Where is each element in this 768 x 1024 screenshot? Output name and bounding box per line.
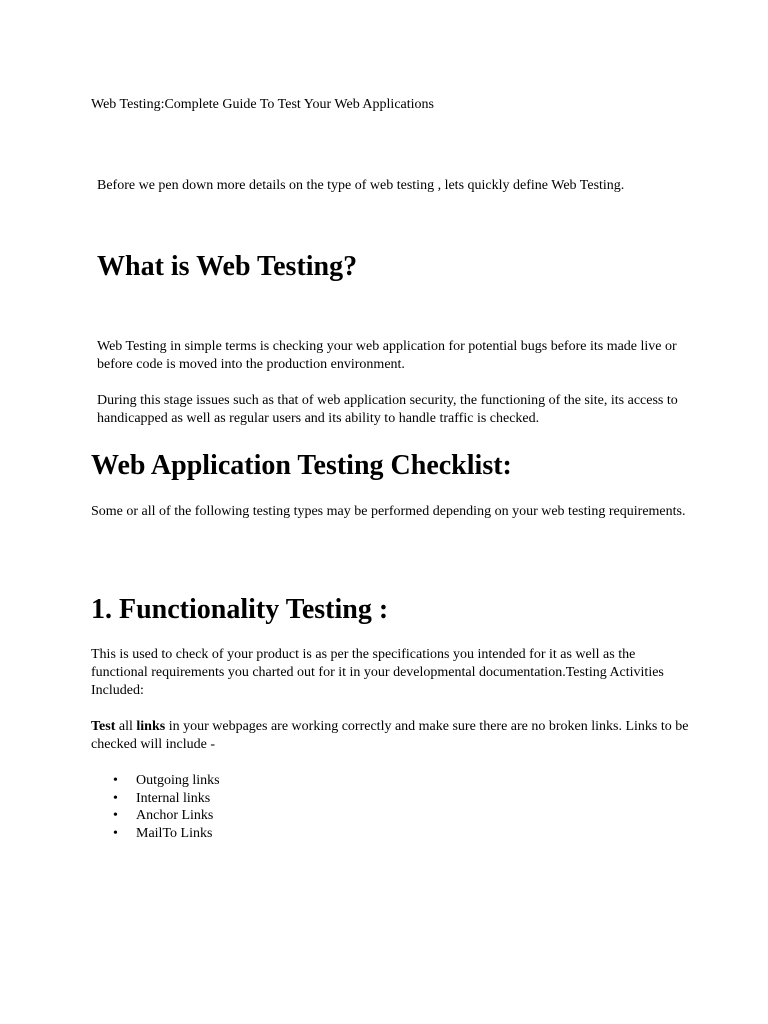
bullet-icon: •: [113, 773, 118, 788]
list-item: [91, 772, 220, 790]
intro-paragraph: Before we pen down more details on the type of web testing , lets quickly define Web Testing.: [97, 178, 625, 193]
list-item-label: Outgoing links: [136, 773, 220, 788]
test-bold-text: Test: [91, 719, 116, 734]
bullet-icon: •: [113, 790, 118, 806]
list-item: [91, 807, 220, 825]
functionality-testing-heading: 1. Functionality Testing :: [91, 594, 389, 625]
all-word-text: all: [115, 719, 137, 734]
bullet-icon: •: [113, 808, 118, 823]
list-item-label: MailTo Links: [136, 825, 213, 841]
list-item: [91, 790, 220, 808]
document-title: Web Testing:Complete Guide To Test Your Web Applications: [91, 97, 434, 112]
checklist-heading: Web Application Testing Checklist:: [91, 450, 512, 481]
list-item: [91, 825, 220, 843]
list-item-label: Anchor Links: [136, 808, 214, 823]
functionality-paragraph: This is used to check of your product is as per the specifications you intended for it as well as the functional requirements you charted out for it in your developmental documentation.Testing Activities Included:: [91, 647, 664, 698]
test-links-rest-text: in your webpages are working correctly and make sure there are no broken links. Links to be checked will include -: [91, 719, 689, 752]
link-types-list: [91, 772, 220, 842]
checklist-intro-paragraph: Some or all of the following testing types may be performed depending on your web testing requirements.: [91, 504, 686, 519]
bullet-icon: •: [113, 825, 118, 841]
links-bold-text: links: [136, 719, 166, 734]
list-item-label: Internal links: [136, 790, 211, 806]
stage-paragraph: During this stage issues such as that of web application security, the functioning of the site, its access to handicapped as well as regular users and its ability to handle traffic is checked.: [97, 393, 678, 426]
what-is-web-testing-heading: What is Web Testing?: [97, 251, 358, 282]
test-links-paragraph: [91, 718, 691, 754]
definition-paragraph: Web Testing in simple terms is checking your web application for potential bugs before its made live or before code is moved into the production environment.: [97, 339, 677, 372]
